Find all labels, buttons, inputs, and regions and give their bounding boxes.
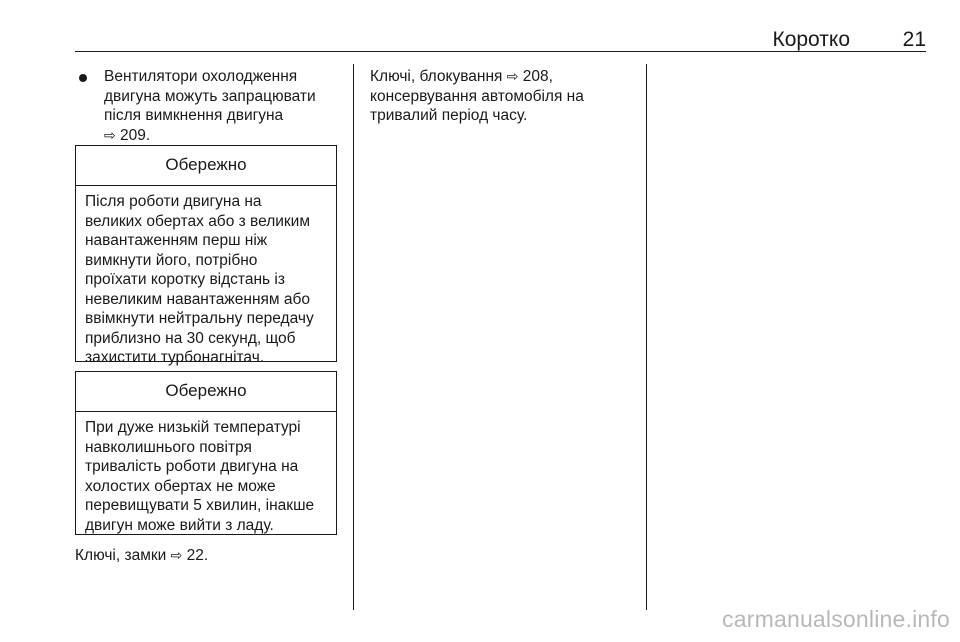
text-line: консервування автомобіля на — [370, 87, 584, 105]
caution-box-2 — [75, 371, 337, 535]
bullet-line: двигуна можуть запрацювати — [104, 87, 316, 105]
caution-body — [76, 412, 336, 535]
keys-blocking-text: Ключі, блокування — [370, 68, 503, 85]
caution-line: перевищувати 5 хвилин, інакше — [85, 497, 315, 514]
text-line: тривалий період часу. — [370, 107, 528, 124]
caution-line: приблизно на 30 секунд, щоб — [85, 329, 296, 347]
caution-line: холостих обертах не може — [85, 477, 276, 495]
caution-line: захистити турбонагнітач. — [85, 349, 265, 366]
page-number: 21 — [902, 28, 926, 51]
column-divider-left — [353, 64, 354, 610]
reference-arrow-icon: ⇨ — [506, 68, 519, 84]
bullet-dot — [79, 74, 87, 82]
page-reference-link[interactable]: 22. — [186, 547, 209, 564]
reference-arrow-icon: ⇨ — [104, 126, 116, 143]
caution-line: навколишнього повітря — [85, 438, 252, 456]
column2-text — [370, 67, 584, 126]
caution-line: навантаженням перш ніж — [85, 232, 268, 249]
caution-line: невеликим навантаженням або — [85, 290, 310, 308]
bullet-line: Вентилятори охолодження — [104, 68, 298, 85]
caution-body — [76, 186, 336, 368]
caution-line: вимкнути його, потрібно — [85, 251, 258, 269]
page-header-title: Коротко — [772, 28, 850, 51]
caution-line: Після роботи двигуна на — [85, 193, 262, 210]
reference-arrow-icon: ⇨ — [170, 547, 183, 563]
caution-line: ввімкнути нейтральну передачу — [85, 310, 314, 327]
keys-locks-text: Ключі, замки — [75, 547, 167, 564]
page-reference-link[interactable]: 209. — [120, 126, 151, 144]
caution-heading: Обережно — [76, 372, 336, 412]
page-reference-link[interactable]: 208, — [522, 68, 553, 85]
caution-line: проїхати коротку відстань із — [85, 271, 285, 288]
caution-heading: Обережно — [76, 146, 336, 186]
caution-line: великих обертах або з великим — [85, 212, 310, 230]
caution-box-1 — [75, 145, 337, 366]
keys-locks-reference — [75, 546, 208, 566]
bullet-text — [104, 67, 316, 145]
column-divider-right — [646, 64, 647, 610]
bullet-line: після вимкнення двигуна — [104, 107, 284, 124]
caution-line: тривалість роботи двигуна на — [85, 458, 299, 475]
header-rule — [75, 51, 926, 52]
caution-line: двигун може вийти з ладу. — [85, 516, 274, 534]
watermark: carmanualsonline.info — [722, 606, 950, 632]
caution-line: При дуже низькій температурі — [85, 419, 301, 436]
